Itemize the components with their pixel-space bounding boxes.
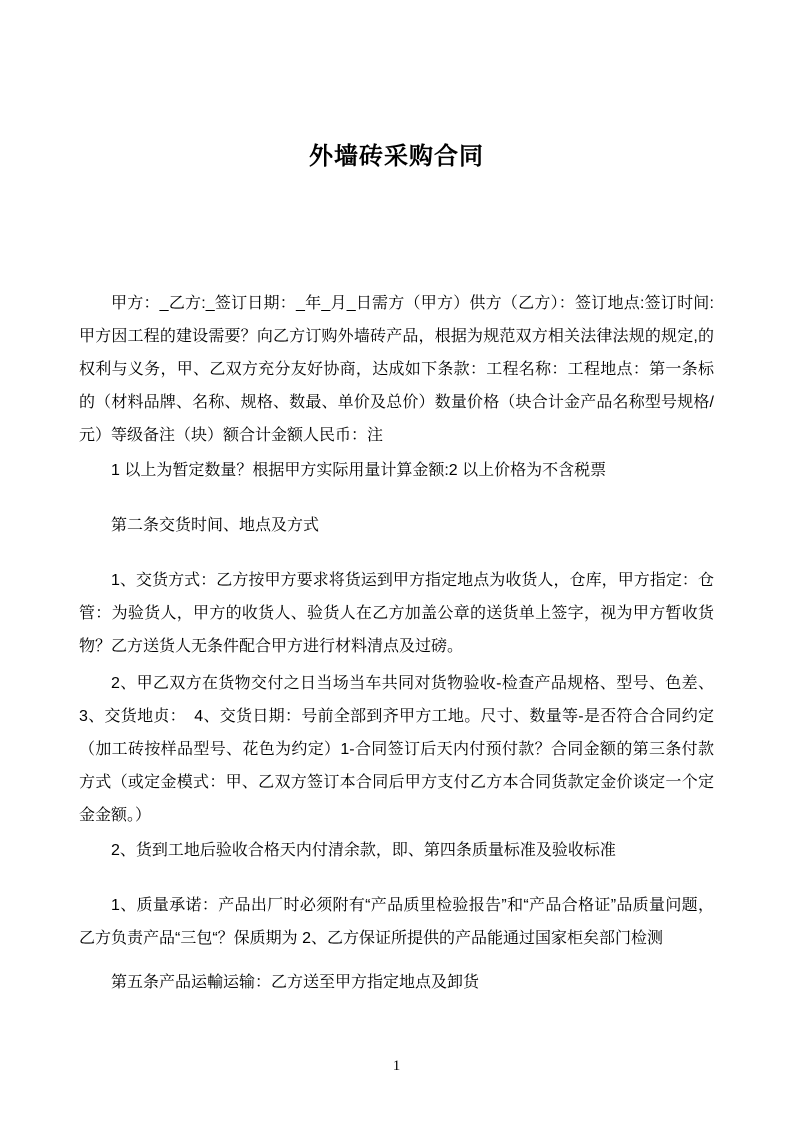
page-number: 1 bbox=[392, 1058, 401, 1074]
paragraph-inspection-and-payment: 2、甲乙双方在货物交付之日当场当车共同对货物验收-检查产品规格、型号、色差、3、交货地贞： 4、交货日期：号前全部到齐甲方工地。尺寸、数量等-是否符合合同约定（加工砖按样品型号、花色为约定）1-合同签订后天内付预付款？合同金额的第三条付款方式（或定金模式：甲、乙双方签订本合同后甲方支付乙方本合同货款定金价谈定一个定金金额。） bbox=[79, 675, 714, 824]
paragraph-parties-and-subject: 甲方：_乙方:_签订日期：_年_月_日需方（甲方）供方（乙方）：签订地点:签订时间:甲方因工程的建设需要？向乙方订购外墙砖产品，根据为规范双方相关法律法规的规定,的权利与义务，甲、乙双方充分友好协商，达成如下条款：工程名称：工程地点：第一条标的（材料品牌、名称、规格、数最、单价及总价）数量价格（块合计金产品名称型号规格/元）等级备注（块）额合计金额人民币：注 bbox=[79, 295, 714, 444]
paragraph-quantity-note: 1 以上为暂定数量？根据甲方实际用量计算金额:2 以上价格为不含税票 bbox=[111, 462, 607, 479]
paragraph-balance-payment: 2、货到工地后验收合格天内付清余款，即、第四条质量标准及验收标准 bbox=[111, 842, 616, 859]
paragraph-quality-promise: 1、质量承诺：产品出厂时必须附有“产品质里检验报告”和“产品合格证”品质量问题，乙方负责产品“三包“？保质期为 2、乙方保证所提供的产品能通过国家柜矣部门检测 bbox=[79, 897, 714, 947]
paragraph-delivery-method: 1、交货方式：乙方按甲方要求将货运到甲方指定地点为收货人，仓库，甲方指定：仓管：为验货人，甲方的收货人、验货人在乙方加盖公章的送货单上签字，视为甲方暂收货物？乙方送货人无条件配合甲方进行材料清点及过磅。 bbox=[79, 572, 714, 655]
document-title: 外墙砖采购合同 bbox=[309, 143, 484, 170]
paragraph-clause5-transport: 第五条产品运輸运输：乙方送至甲方指定地点及卸货 bbox=[111, 974, 480, 991]
paragraph-clause2-heading: 第二条交货时间、地点及方式 bbox=[111, 517, 320, 534]
